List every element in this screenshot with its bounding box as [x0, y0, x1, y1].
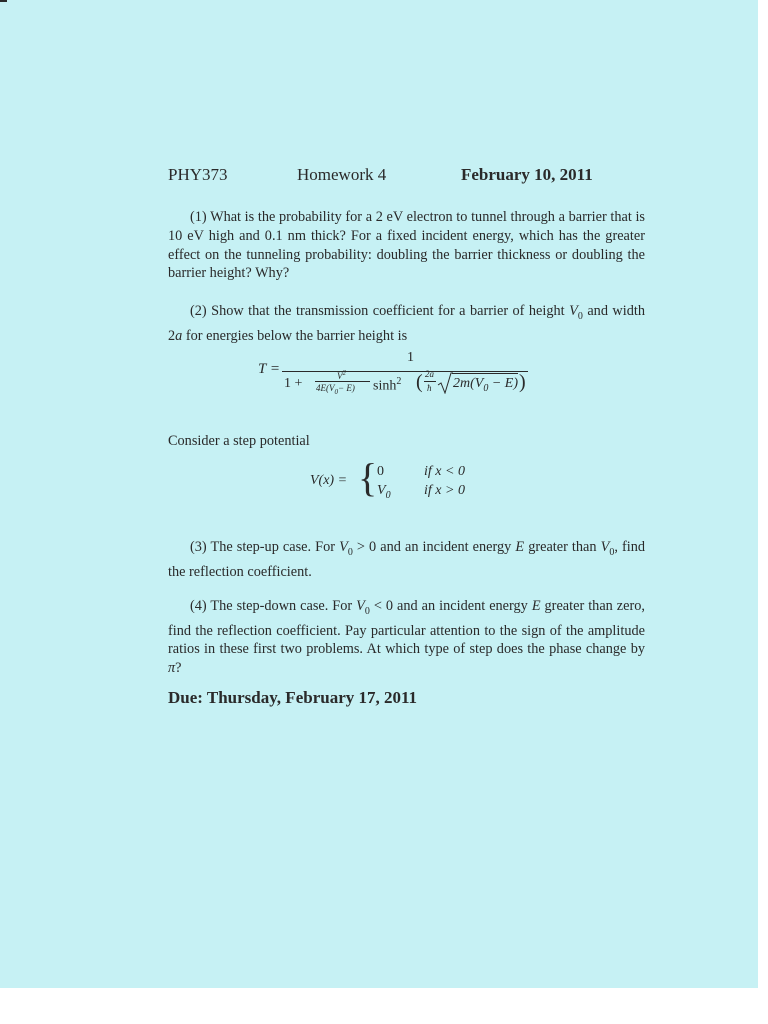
small-fraction-bar [315, 381, 370, 382]
p3-text-d: , find the reflection coefficient. [168, 539, 646, 580]
p4-text-a: (4) The step-down case. For [190, 598, 353, 614]
sqrt-a: 2m(V [453, 376, 484, 391]
step-lhs: V(x) = [310, 473, 348, 488]
eq-lhs: T = [258, 361, 280, 377]
sqrt-body [453, 376, 518, 394]
case2-value [377, 483, 391, 501]
sinh-label: sinh [373, 378, 397, 394]
sqrt-sign-icon [437, 372, 453, 394]
p3-text-b: > 0 and an incident energy [356, 539, 512, 555]
due-date: Due: Thursday, February 17, 2011 [168, 688, 418, 707]
case2-condition: if x > 0 [424, 483, 465, 498]
case1-value: 0 [377, 464, 384, 479]
p4-text-b: < 0 and an incident energy [373, 598, 528, 614]
case1-condition: if x < 0 [424, 464, 465, 479]
p3-v0: V [339, 539, 348, 555]
p3-v0-b: V [600, 539, 610, 555]
p4-v0-sub: 0 [364, 605, 370, 617]
case2-sub: 0 [385, 489, 391, 501]
p4-e: E [531, 598, 541, 614]
p3-v0-b-sub: 0 [609, 546, 615, 558]
homework-title: Homework 4 [297, 165, 387, 184]
arg-frac-bar [424, 381, 436, 382]
sqrt-bar [452, 373, 518, 374]
issue-date: February 10, 2011 [461, 165, 593, 184]
denom-a: 4E(V [316, 383, 335, 393]
sinh-exp: 2 [396, 376, 402, 387]
p4-text-d: ? [175, 660, 182, 677]
a-symbol: a [175, 327, 183, 344]
p2-text-b: and width 2 [168, 303, 645, 344]
denom-sub: 0 [334, 387, 338, 396]
problem-2-intro [168, 302, 645, 345]
small-denominator [316, 383, 355, 396]
v0-squared [337, 369, 346, 381]
fraction-bar [282, 371, 528, 372]
v0sq-v: V [337, 371, 343, 381]
denom-b: − E) [338, 383, 355, 393]
p3-text-a: (3) The step-up case. For [190, 539, 336, 555]
arg-frac-den: ħ [427, 383, 432, 393]
sqrt-b: − E) [491, 376, 518, 391]
p4-pi: π [168, 660, 176, 677]
problem-3 [168, 538, 645, 581]
paren-close: ) [519, 371, 526, 393]
scan-edge-mark [0, 0, 7, 2]
sinh-fn [373, 376, 401, 395]
v0-symbol: V [569, 303, 578, 319]
p2-text-a: (2) Show that the transmission coefficient for a barrier of height [190, 303, 565, 319]
course-code: PHY373 [168, 165, 228, 184]
arg-frac-num: 2a [425, 369, 434, 379]
v0sq-exp: 2 [342, 369, 346, 377]
p3-text-c: greater than [528, 539, 597, 555]
eq-one-plus: 1 + [284, 376, 303, 391]
p2-text-c: for energies below the barrier height is [185, 327, 408, 344]
page-header [168, 162, 624, 190]
problem-1: (1) What is the probability for a 2 eV electron to tunnel through a barrier that is 10 eV high and 0.1 nm thick? For a fixed incident energy, which has the greater effect on the tunneling probability: doubling the barrier thickness or doubling the barrier height? Why? [168, 209, 645, 282]
p4-text-c: greater than zero, find the reflection coefficient. Pay particular attention to the sign of the amplitude ratios in these first two problems. At which type of step does the phase change by [168, 598, 645, 658]
problem-4 [168, 597, 645, 678]
v0-sub: 0 [577, 310, 583, 322]
paren-open: ( [416, 371, 423, 393]
p4-v0: V [356, 598, 365, 614]
p3-v0-sub: 0 [347, 546, 353, 558]
left-brace: { [358, 455, 378, 500]
eq-numerator: 1 [407, 350, 414, 365]
p3-e: E [515, 539, 525, 555]
case2-v: V [377, 483, 386, 498]
sqrt-sub: 0 [483, 382, 489, 394]
step-intro: Consider a step potential [168, 433, 310, 449]
